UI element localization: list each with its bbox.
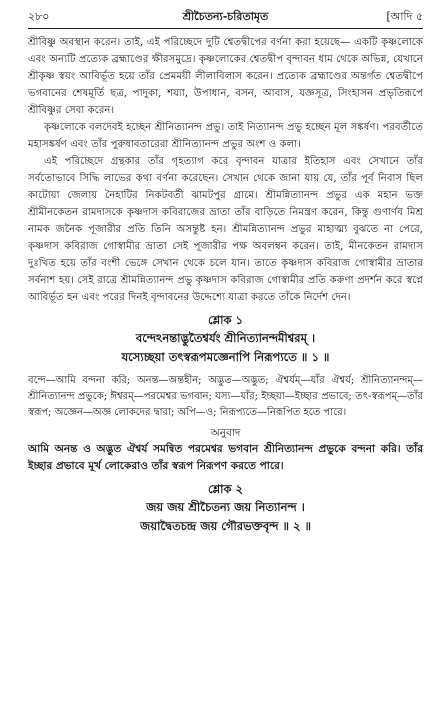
verse-1-line-2: যস্যেচ্ছয়া তৎস্বরূপমজ্ঞেনাপি নিরূপ্যতে ॥ ১ ॥ — [121, 350, 330, 364]
verse-1-synonyms: বন্দে—আমি বন্দনা করি; অনন্ত—অন্তহীন; অদ্ভুত—অদ্ভুত; ঐশ্বর্যম্—যাঁর ঐশ্বর্য; শ্রীনিত্যানন্দম্—শ্রীনিত্যানন্দ প্রভুকে; ঈশ্বরম্—পরমেশ্বর ভগবান; যস্য—যাঁর; ইচ্ছয়া—ইচ্ছার প্রভাবে; তৎ-স্বরূপম্—তাঁর স্বরূপ; অজ্ঞেন—অজ্ঞ লোকদের দ্বারা; অপি—ও; নিরূপ্যতে—নিরূপিত হতে পারে। — [28, 375, 423, 418]
chapter-reference: [আদি ৫ — [386, 10, 423, 23]
verse-1-line-1: বন্দেঽনন্তাদ্ভুতৈশ্বর্যং শ্রীনিত্যানন্দমীশ্বরম্ । — [135, 331, 316, 345]
purport-paragraph-2: কৃষ্ণলোকে বলদেবই হচ্ছেন শ্রীনিত্যানন্দ প্রভু। তাই নিত্যানন্দ প্রভু হচ্ছেন মূল সঙ্কর্ষণ। পরবর্তীতে মহাসঙ্কর্ষণ এবং তাঁর পুরুষাবতারেরা শ্রীনিত্যানন্দ প্রভুর অংশ ও কলা। — [28, 122, 423, 150]
page-header — [28, 6, 423, 29]
verse-2-heading: শ্লোক ২ — [207, 482, 244, 496]
purport-paragraph-3: এই পরিচ্ছেদে গ্রন্থকার তাঁর গৃহত্যাগ করে বৃন্দাবন যাত্রার ইতিহাস এবং সেখানে তাঁর সর্বতোভাবে সিদ্ধি লাভের কথা বর্ণনা করেছেন। সেখান থেকে জানা যায় যে, তাঁর পূর্ব নিবাস ছিল কাটোয়া জেলায় নৈহাটির নিকটবর্তী ঝামটপুর গ্রামে। শ্রীমন্নিত্যানন্দ প্রভুর এক মহান ভক্ত শ্রীমীনকেতন রামদাসকে কৃষ্ণদাস কবিরাজের ভ্রাতা তাঁর বাড়িতে নিমন্ত্রণ করেন, কিন্তু গুণার্ণব মিশ্র নামক জনৈক পূজারীর প্রতি তিনি অসন্তুষ্ট হন। শ্রীমন্নিত্যানন্দ প্রভুর মাহাত্ম্য বুঝতে না পেরে, কৃষ্ণদাস কবিরাজ গোস্বামীর ভ্রাতা সেই পূজারীর পক্ষ অবলম্বন করেন। তাই, মীনকেতন রামদাস দুঃখিত হয়ে তাঁর বংশী ভেঙ্গে সেখান থেকে চলে যান। তাতে কৃষ্ণদাস কবিরাজ গোস্বামীর ভ্রাতার সর্বনাশ হয়। সেই রাত্রে শ্রীমন্নিত্যানন্দ প্রভু কৃষ্ণদাস কবিরাজ গোস্বামীর প্রতি করুণা প্রদর্শন করে স্বপ্নে আবির্ভূত হন এবং পরের দিনই বৃন্দাবনের উদ্দেশ্যে যাত্রা করতে তাঁকে নির্দেশ দেন। — [28, 156, 423, 303]
verse-2-line-1: জয় জয় শ্রীচৈতন্য জয় নিত্যানন্দ । — [146, 500, 305, 514]
book-title: শ্রীচৈতন্য-চরিতামৃত — [182, 10, 269, 23]
verse-1-translation: আমি অনন্ত ও অদ্ভুত ঐশ্বর্য সমন্বিত পরমেশ্বর ভগবান শ্রীনিত্যানন্দ প্রভুকে বন্দনা করি। তাঁর ইচ্ছার প্রভাবে মূর্খ লোকেরাও তাঁর স্বরূপ নিরূপণ করতে পারে। — [28, 443, 423, 472]
verse-2-line-2: জয়াদ্বৈতচন্দ্র জয় গৌরভক্তবৃন্দ ॥ ২ ॥ — [140, 519, 311, 533]
page-number: ২৮০ — [28, 10, 50, 23]
purport-paragraph-1: শ্রীবিষ্ণু অবস্থান করেন। তাই, এই পরিচ্ছেদে দুটি শ্বেতদ্বীপের বর্ণনা করা হয়েছে— একটি কৃষ্ণলোকে এবং অন্যটি প্রত্যেক ব্রহ্মাণ্ডের ক্ষীরসমুদ্রে। কৃষ্ণলোকের শ্বেতদ্বীপ বৃন্দাবন ধাম থেকে অভিন্ন, যেখানে শ্রীকৃষ্ণ স্বয়ং আবির্ভূত হয়ে তাঁর প্রেমময়ী লীলাবিলাস করেন। প্রত্যেক ব্রহ্মাণ্ডের অন্তর্গত শ্বেতদ্বীপে ভগবানের শেষমূর্তি ছত্র, পাদুকা, শয্যা, উপাধান, বসন, আবাস, যজ্ঞসূত্র, সিংহাসন প্রভৃতিরূপে শ্রীবিষ্ণুর সেবা করেন। — [28, 37, 423, 116]
verse-1-heading: শ্লোক ১ — [207, 313, 244, 327]
translation-heading: অনুবাদ — [210, 427, 241, 439]
